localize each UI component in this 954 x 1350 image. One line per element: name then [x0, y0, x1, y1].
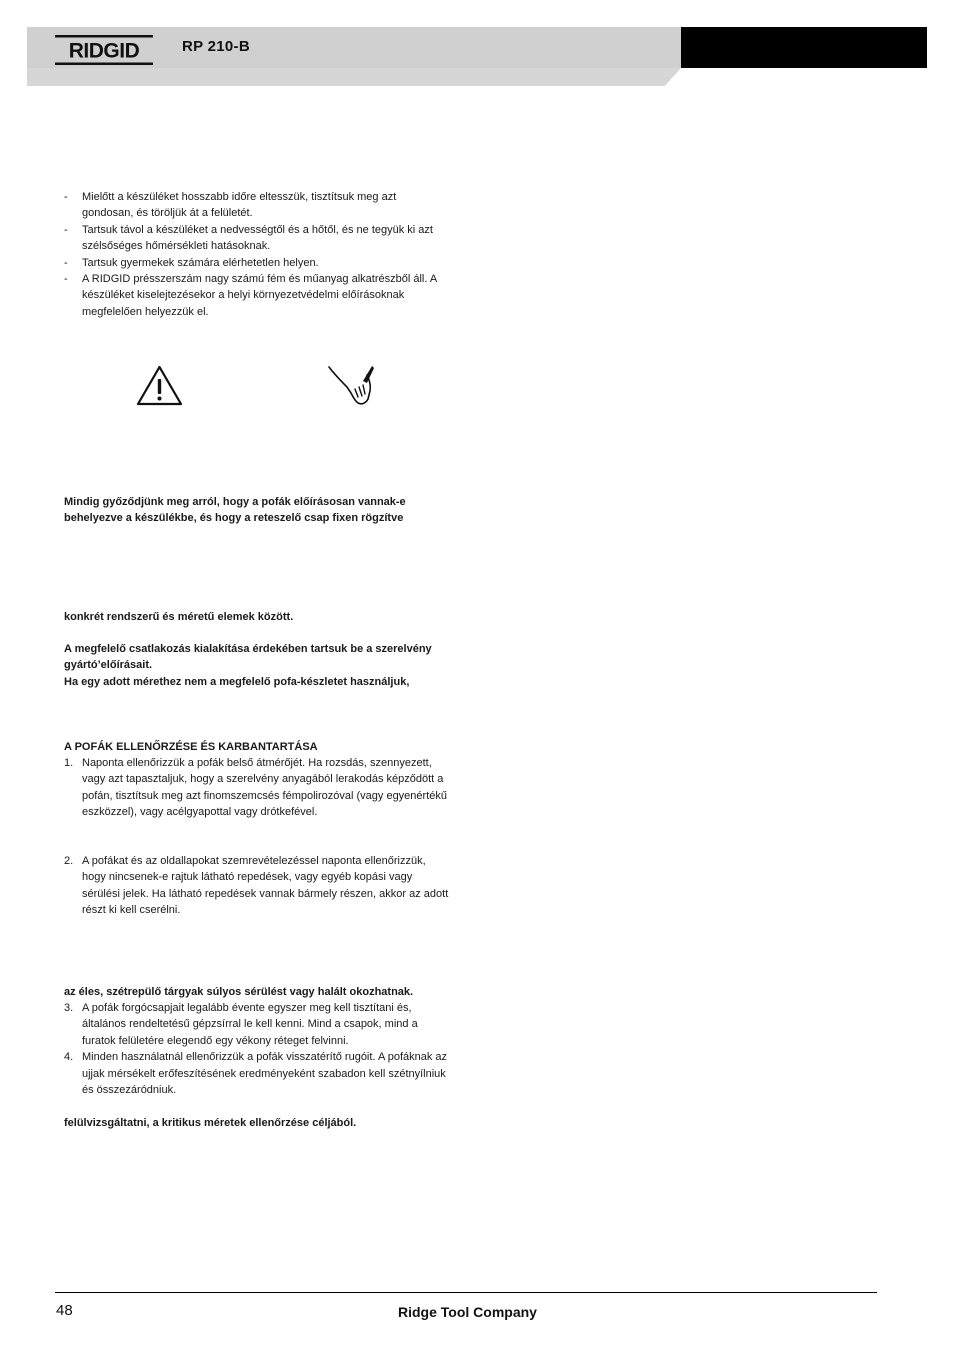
model-title: RP 210-B	[182, 38, 250, 55]
list-item: 1. Naponta ellenőrizzük a pofák belső átmérőjét. Ha rozsdás, szennyezett, vagy azt tapasztaljuk, hogy a szerelvény anyagából lerakodás képződött a pofán, tisztítsuk meg azt finomszemcsés fémpolirozóval (vagy egyenértékű eszközzel), vagy acélgyapottal vagy drótkefével.	[64, 757, 447, 819]
list-item: - Tartsuk távol a készüléket a nedvességtől és a hőtől, és ne tegyük ki azt szélsőséges hőmérsékleti hatásoknak.	[64, 223, 433, 253]
manufacturer-text: A megfelelő csatlakozás kialakítása érdekében tartsuk be a szerelvény gyártó’előírásait.	[64, 643, 432, 672]
company-name: Ridge Tool Company	[398, 1304, 537, 1320]
maintenance-step	[64, 755, 449, 821]
jaws-warning-text: Mindig győződjünk meg arról, hogy a pofák előírásosan vannak-e behelyezve a készülékbe, és hogy a reteszelő csap fixen rögzítve	[64, 496, 406, 525]
section-title: A POFÁK ELLENŐRZÉSE ÉS KARBANTARTÁSA	[64, 741, 318, 753]
wrong-jaws-text: Ha egy adott mérethez nem a megfelelő pofa-készletet használjuk,	[64, 676, 410, 688]
page-number: 48	[56, 1302, 73, 1319]
maintenance-step	[64, 1000, 449, 1098]
brand-text: RIDGID	[68, 39, 140, 63]
header-strip	[27, 68, 681, 86]
storage-list	[64, 189, 449, 320]
list-item: 2. A pofákat és az oldallapokat szemrevételezéssel naponta ellenőrizzük, hogy nincsenek-e rajtuk látható repedések, vagy egyéb kopási vagy sérülési jelek. Ha látható repedések vannak bármely részen, akkor az adott részt ki kell cserélni.	[64, 855, 449, 917]
footer-divider	[55, 1292, 877, 1293]
ridgid-logo	[55, 35, 153, 65]
warning-triangle-icon	[136, 365, 183, 406]
hand-icon	[325, 363, 375, 407]
systems-text: konkrét rendszerű és méretű elemek között.	[64, 611, 294, 623]
header-black-block	[681, 27, 927, 68]
list-item: 3. A pofák forgócsapjait legalább évente egyszer meg kell tisztítani és, általános rendeltetésű gépzsírral le kell kenni. Mind a csapok, mind a furatok felületére elegendő egy vékony réteget felvinni.	[64, 1002, 418, 1047]
danger-text: az éles, szétrepülő tárgyak súlyos sérülést vagy halált okozhatnak.	[64, 986, 414, 998]
list-item: 4. Minden használatnál ellenőrizzük a pofák visszatérítő rugóit. A pofáknak az ujjak mérsékelt erőfeszítésének eredményeként szabadon kell szétnyílniuk és összezáródniuk.	[64, 1051, 448, 1097]
list-item: - A RIDGID présszerszám nagy számú fém és műanyag alkatrészből áll. A készüléket kiselejtezésekor a helyi környezetvédelmi előírásoknak megfelelően helyezzük el.	[64, 273, 437, 318]
list-item: - Tartsuk gyermekek számára elérhetetlen helyen.	[64, 256, 319, 269]
review-text: felülvizsgáltatni, a kritikus méretek ellenőrzése céljából.	[64, 1117, 357, 1129]
maintenance-step	[64, 853, 449, 919]
list-item: - Mielőtt a készüléket hosszabb időre eltesszük, tisztítsuk meg azt gondosan, és töröljük át a felületét.	[64, 191, 397, 220]
